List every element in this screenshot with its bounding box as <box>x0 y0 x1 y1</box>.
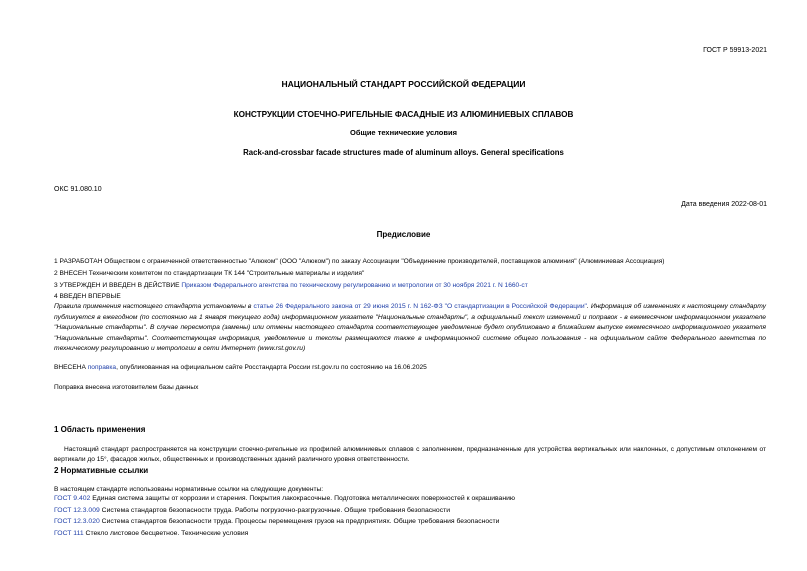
document-title: КОНСТРУКЦИИ СТОЕЧНО-РИГЕЛЬНЫЕ ФАСАДНЫЕ ИЗ АЛЮМИНИЕВЫХ СПЛАВОВ <box>233 110 574 119</box>
preface-item-3-text: 3 УТВЕРЖДЕН И ВВЕДЕН В ДЕЙСТВИЕ <box>54 282 182 289</box>
rules-text-start: Правила применения настоящего стандарта установлены в <box>54 303 254 310</box>
section-1-text: Настоящий стандарт распространяется на конструкции стоечно-ригельные из профилей алюминиевых сплавов с заполнением, предназначенные для устройства вертикальных или наклонных, с допустимым отклонением от вертикали до 15°, фасадов жилых, общественных и производственных зданий различного уровня ответственности. <box>54 446 766 463</box>
reference-item <box>54 507 450 514</box>
reference-code-link[interactable]: ГОСТ 12.3.009 <box>54 507 100 514</box>
preface-item-3 <box>54 282 528 289</box>
section-1-heading: 1 Область применения <box>54 425 146 434</box>
reference-code-link[interactable]: ГОСТ 9.402 <box>54 495 91 502</box>
introduction-date: Дата введения 2022-08-01 <box>681 201 767 208</box>
reference-item <box>54 495 515 502</box>
federal-law-link[interactable]: статье 26 Федерального закона от 29 июня 2015 г. N 162-ФЗ "О стандартизации в Российской Федерации" <box>253 303 587 310</box>
preface-item-2: 2 ВНЕСЕН Техническим комитетом по стандартизации ТК 144 "Строительные материалы и изделия" <box>54 270 365 277</box>
section-2-intro: В настоящем стандарте использованы нормативные ссылки на следующие документы: <box>54 486 324 493</box>
preface-item-4: 4 ВВЕДЕН ВПЕРВЫЕ <box>54 293 121 300</box>
amendment-text-start: ВНЕСЕНА <box>54 364 88 371</box>
reference-title: Система стандартов безопасности труда. Процессы перемещения грузов на предприятиях. Общие требования безопасности <box>99 518 500 525</box>
reference-code-link[interactable]: ГОСТ 12.3.020 <box>54 518 100 525</box>
amendment-text-rest: , опубликованная на официальном сайте Росстандарта России rst.gov.ru по состоянию на 16.06.2025 <box>116 364 427 371</box>
reference-code-link[interactable]: ГОСТ 111 <box>54 530 84 537</box>
document-title-en: Rack-and-crossbar facade structures made of aluminum alloys. General specifications <box>243 148 564 157</box>
application-rules-paragraph <box>54 302 766 355</box>
oks-code: ОКС 91.080.10 <box>54 186 102 193</box>
reference-item <box>54 530 248 537</box>
amendment-line <box>54 364 427 371</box>
order-link[interactable]: Приказом Федерального агентства по техническому регулированию и метрологии от 30 ноября 2021 г. N 1660-ст <box>181 282 528 289</box>
document-subtitle: Общие технические условия <box>350 128 457 137</box>
amendment-note: Поправка внесена изготовителем базы данных <box>54 384 199 391</box>
preface-item-1: 1 РАЗРАБОТАН Обществом с ограниченной ответственностью "Алюком" (ООО "Алюком") по заказу Ассоциации "Объединение производителей, поставщиков алюминия" (Алюминиевая Ассоциация) <box>54 258 665 265</box>
reference-title: Единая система защиты от коррозии и старения. Покрытия лакокрасочные. Подготовка металлических поверхностей к окрашиванию <box>90 495 515 502</box>
rules-text-rest: . Информация об изменениях к настоящему стандарту публикуется в ежегодном (по состоянию на 1 января текущего года) информационном указателе "Национальные стандарты", а официальный текст изменений и поправок - в ежемесячном информационном указателе "Национальные стандарты". В случае пересмотра (замены) или отмены настоящего стандарта соответствующее уведомление будет опубликовано в ближайшем выпуске ежемесячного информационного указателя "Национальные стандарты". Соответствующая информация, уведомление и тексты размещаются также в информационной системе общего пользования - на официальном сайте Федерального агентства по техническому регулированию и метрологии в сети Интернет (www.rst.gov.ru) <box>54 303 766 352</box>
reference-title: Стекло листовое бесцветное. Технические условия <box>83 530 249 537</box>
preface-heading: Предисловие <box>376 230 431 239</box>
reference-title: Система стандартов безопасности труда. Работы погрузочно-разгрузочные. Общие требования безопасности <box>99 507 451 514</box>
standard-heading: НАЦИОНАЛЬНЫЙ СТАНДАРТ РОССИЙСКОЙ ФЕДЕРАЦИИ <box>281 79 526 89</box>
section-2-heading: 2 Нормативные ссылки <box>54 466 149 475</box>
amendment-link[interactable]: поправка <box>87 364 117 371</box>
reference-item <box>54 518 499 525</box>
document-code: ГОСТ Р 59913-2021 <box>703 47 767 54</box>
